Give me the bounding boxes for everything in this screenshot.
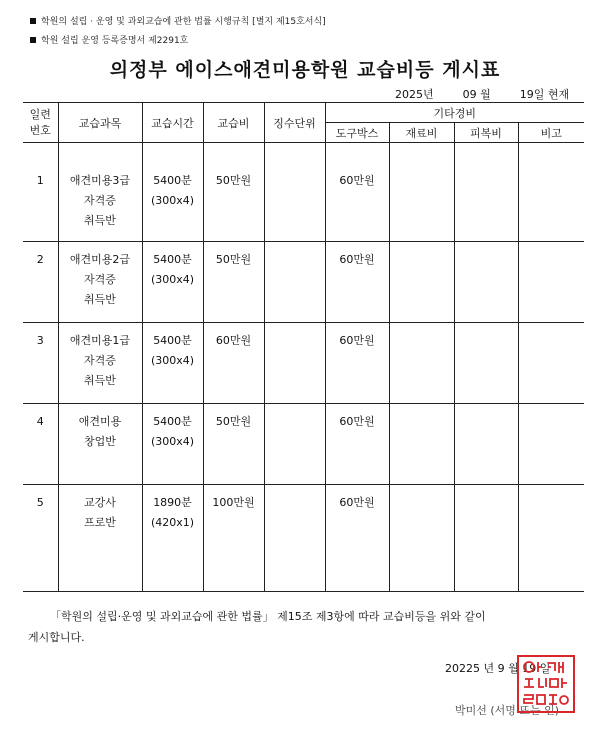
cell-clothing xyxy=(454,242,518,323)
cell-clothing xyxy=(454,143,518,242)
registration-reference xyxy=(30,33,188,46)
cell-note-text xyxy=(519,143,585,171)
cell-fee xyxy=(203,242,264,323)
cell-unit xyxy=(264,404,325,485)
cell-note xyxy=(518,323,584,404)
table-body xyxy=(23,143,584,592)
cell-materials xyxy=(389,242,454,323)
cell-clothing-text xyxy=(455,485,518,493)
official-seal-icon xyxy=(517,655,575,713)
header-course: 교습과목 xyxy=(58,103,142,143)
header-hours: 교습시간 xyxy=(142,103,203,143)
cell-materials-text xyxy=(390,143,454,171)
header-unit: 징수단위 xyxy=(264,103,325,143)
notice-line-1: 「학원의 설립·운영 및 과외교습에 관한 법률」 제15조 제3항에 따라 교습비등을 위와 같이 xyxy=(50,610,486,623)
cell-fee-text: 50만원 xyxy=(215,174,252,187)
cell-clothing xyxy=(454,404,518,485)
cell-no-text: 4 xyxy=(36,415,44,428)
cell-clothing xyxy=(454,485,518,592)
bullet-square-icon xyxy=(30,37,36,43)
cell-fee-text: 100만원 xyxy=(212,496,255,509)
cell-clothing-text xyxy=(455,143,518,171)
cell-fee xyxy=(203,485,264,592)
bullet-square-icon xyxy=(30,18,36,24)
cell-unit-text xyxy=(265,485,325,493)
notice-line-2: 게시합니다. xyxy=(28,631,85,644)
cell-no xyxy=(23,242,58,323)
header-other-expenses: 기타경비 xyxy=(325,103,584,123)
cell-unit-text xyxy=(265,143,325,171)
cell-tools-text: 60만원 xyxy=(339,253,375,266)
signature-date: 20225 년 9 월 19 일 xyxy=(445,662,551,675)
cell-course xyxy=(58,242,142,323)
table-row xyxy=(23,485,584,592)
table-row xyxy=(23,404,584,485)
cell-note xyxy=(518,242,584,323)
cell-materials-text xyxy=(390,242,454,250)
cell-note xyxy=(518,404,584,485)
cell-fee-text: 50만원 xyxy=(215,253,252,266)
cell-clothing xyxy=(454,323,518,404)
cell-fee xyxy=(203,143,264,242)
cell-unit-text xyxy=(265,404,325,412)
as-of-year: 2025년 xyxy=(395,88,434,101)
page-title: 의정부 에이스애견미용학원 교습비등 게시표 xyxy=(109,59,501,81)
cell-hours-text: 5400분 (300x4) xyxy=(150,253,195,286)
cell-tools xyxy=(325,485,389,592)
cell-materials xyxy=(389,143,454,242)
cell-materials-text xyxy=(390,323,454,331)
cell-no xyxy=(23,404,58,485)
signer-name: 박미선 (서명 또는 인) xyxy=(455,704,560,717)
cell-materials-text xyxy=(390,485,454,493)
header-tools: 도구박스 xyxy=(325,123,389,143)
legal-notice xyxy=(28,606,588,648)
tuition-table xyxy=(23,102,584,592)
cell-no-text: 1 xyxy=(36,174,44,187)
header-materials: 재료비 xyxy=(389,123,454,143)
cell-no xyxy=(23,323,58,404)
cell-tools xyxy=(325,242,389,323)
cell-unit xyxy=(264,485,325,592)
table-row xyxy=(23,143,584,242)
cell-tools-text: 60만원 xyxy=(339,174,375,187)
cell-clothing-text xyxy=(455,404,518,412)
cell-clothing-text xyxy=(455,323,518,331)
cell-hours xyxy=(142,485,203,592)
cell-materials xyxy=(389,485,454,592)
cell-fee-text: 60만원 xyxy=(215,334,252,347)
as-of-day: 19일 현재 xyxy=(519,88,570,101)
cell-no-text: 3 xyxy=(36,334,44,347)
cell-course-text: 애견미용2급 자격증 취득반 xyxy=(69,253,131,306)
cell-fee-text: 50만원 xyxy=(215,415,252,428)
cell-note-text xyxy=(519,485,585,493)
cell-hours-text: 5400분 (300x4) xyxy=(150,174,195,207)
cell-hours xyxy=(142,404,203,485)
header-fee: 교습비 xyxy=(203,103,264,143)
as-of-date xyxy=(395,86,569,102)
cell-note-text xyxy=(519,242,585,250)
cell-unit-text xyxy=(265,242,325,250)
cell-note xyxy=(518,143,584,242)
cell-clothing-text xyxy=(455,242,518,250)
cell-hours-text: 5400분 (300x4) xyxy=(150,415,195,448)
cell-tools xyxy=(325,143,389,242)
table-row xyxy=(23,242,584,323)
as-of-month: 09 월 xyxy=(462,88,491,101)
cell-no-text: 5 xyxy=(36,496,44,509)
cell-no-text: 2 xyxy=(36,253,44,266)
cell-course-text: 애견미용1급 자격증 취득반 xyxy=(69,334,131,387)
cell-course xyxy=(58,323,142,404)
cell-no xyxy=(23,485,58,592)
form-reference xyxy=(30,14,326,27)
cell-hours xyxy=(142,242,203,323)
cell-materials xyxy=(389,404,454,485)
cell-tools-text: 60만원 xyxy=(339,496,375,509)
cell-unit xyxy=(264,143,325,242)
cell-note-text xyxy=(519,323,585,331)
cell-fee xyxy=(203,323,264,404)
cell-note xyxy=(518,485,584,592)
cell-materials xyxy=(389,323,454,404)
cell-note-text xyxy=(519,404,585,412)
cell-fee xyxy=(203,404,264,485)
cell-course xyxy=(58,404,142,485)
cell-no xyxy=(23,143,58,242)
cell-materials-text xyxy=(390,404,454,412)
cell-hours xyxy=(142,323,203,404)
cell-hours xyxy=(142,143,203,242)
cell-unit-text xyxy=(265,323,325,331)
header-no: 일련 번호 xyxy=(23,103,58,143)
cell-course-text: 애견미용 창업반 xyxy=(78,415,122,448)
header-note: 비고 xyxy=(518,123,584,143)
cell-tools xyxy=(325,323,389,404)
cell-unit xyxy=(264,323,325,404)
cell-course-text: 교강사 프로반 xyxy=(84,496,116,529)
cell-course-text: 애견미용3급 자격증 취득반 xyxy=(69,174,131,227)
cell-tools-text: 60만원 xyxy=(339,334,375,347)
cell-course xyxy=(58,485,142,592)
cell-hours-text: 5400분 (300x4) xyxy=(150,334,195,367)
seal-graphic xyxy=(519,657,573,711)
cell-unit xyxy=(264,242,325,323)
cell-hours-text: 1890분 (420x1) xyxy=(150,496,195,529)
form-reference-text: 학원의 설립 · 운영 및 과외교습에 관한 법률 시행규칙 [별지 제15호서식] xyxy=(41,17,326,27)
header-clothing: 피복비 xyxy=(454,123,518,143)
cell-tools xyxy=(325,404,389,485)
table-row xyxy=(23,323,584,404)
registration-reference-text: 학원 설립 운영 등록증명서 제2291호 xyxy=(41,36,189,46)
cell-course xyxy=(58,143,142,242)
cell-tools-text: 60만원 xyxy=(339,415,375,428)
